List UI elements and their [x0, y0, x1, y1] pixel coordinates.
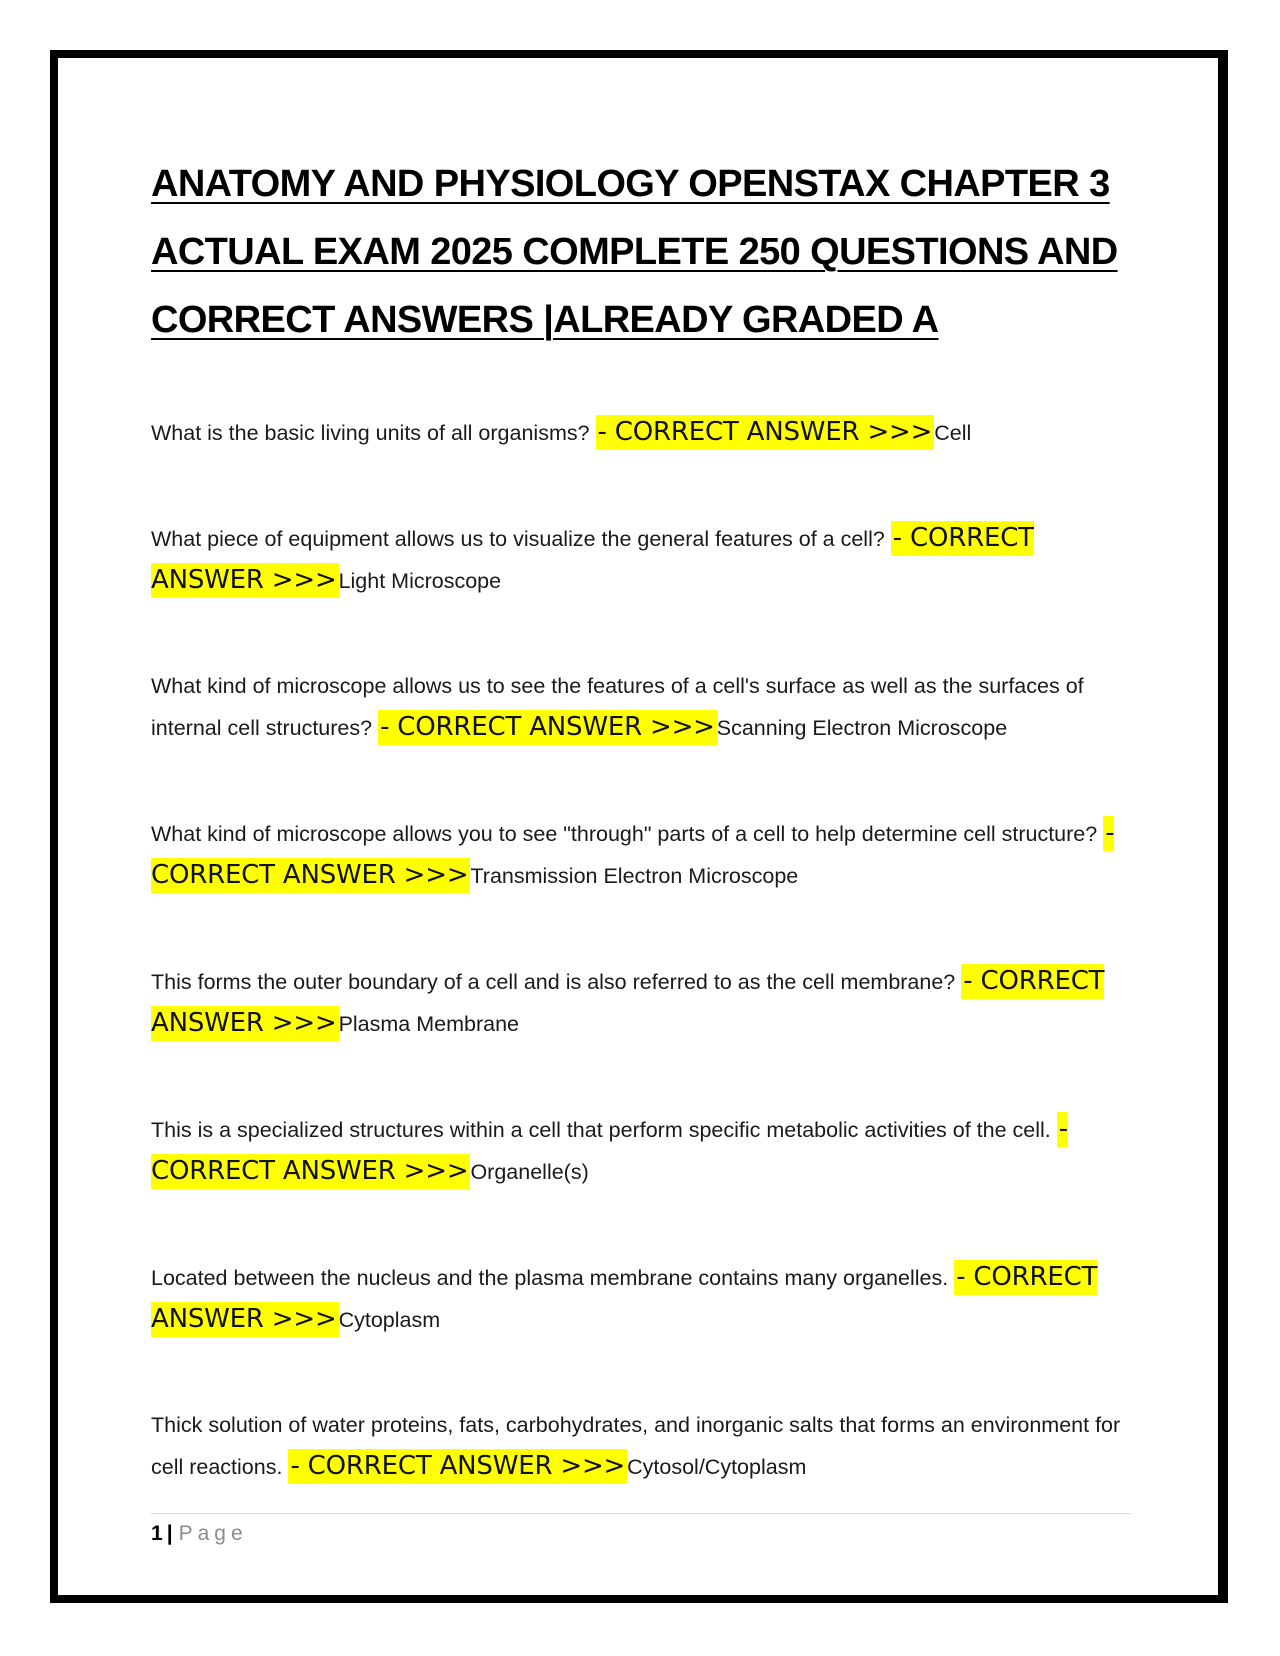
qa-item: [151, 1257, 1126, 1341]
qa-item: [151, 518, 1126, 602]
answer-text: Plasma Membrane: [338, 1012, 519, 1036]
correct-answer-marker: - CORRECT ANSWER >>>: [596, 415, 935, 450]
question-text: This is a specialized structures within a cell that perform specific metabolic activities of the cell.: [151, 1118, 1051, 1142]
qa-item: [151, 1109, 1126, 1193]
correct-answer-marker: - CORRECT ANSWER >>>: [288, 1449, 627, 1484]
answer-text: Transmission Electron Microscope: [470, 864, 799, 888]
document-title: ANATOMY AND PHYSIOLOGY OPENSTAX CHAPTER 3 ACTUAL EXAM 2025 COMPLETE 250 QUESTIONS AND CORRECT ANSWERS |ALREADY GRADED A: [151, 163, 1118, 341]
qa-item: [151, 813, 1126, 897]
question-text: What piece of equipment allows us to visualize the general features of a cell?: [151, 527, 885, 551]
correct-answer-marker: - CORRECT ANSWER >>>: [151, 816, 1114, 893]
footer-divider: [151, 1513, 1131, 1514]
answer-text: Cytosol/Cytoplasm: [627, 1455, 807, 1479]
question-text: What is the basic living units of all organisms?: [151, 421, 590, 445]
question-text: What kind of microscope allows us to see the features of a cell's surface as well as the surfaces of internal cell structures?: [151, 674, 1084, 740]
qa-item: [151, 412, 1126, 454]
answer-text: Cell: [934, 421, 972, 445]
page-footer: [151, 1519, 248, 1549]
correct-answer-marker: - CORRECT ANSWER >>>: [378, 710, 717, 745]
qa-list: [151, 412, 1126, 1488]
correct-answer-marker: - CORRECT ANSWER >>>: [151, 1112, 1068, 1189]
question-text: What kind of microscope allows you to see "through" parts of a cell to help determine cell structure?: [151, 822, 1098, 846]
answer-text: Cytoplasm: [338, 1308, 441, 1332]
correct-answer-marker: - CORRECT ANSWER >>>: [151, 964, 1104, 1041]
document-body: [151, 150, 1126, 1488]
correct-answer-marker: - CORRECT ANSWER >>>: [151, 1260, 1097, 1337]
page-number: 1: [151, 1522, 163, 1545]
answer-text: Scanning Electron Microscope: [716, 716, 1008, 740]
question-text: This forms the outer boundary of a cell and is also referred to as the cell membrane?: [151, 970, 956, 994]
qa-item: [151, 961, 1126, 1045]
correct-answer-marker: - CORRECT ANSWER >>>: [151, 521, 1034, 598]
answer-text: Light Microscope: [338, 569, 502, 593]
question-text: Thick solution of water proteins, fats, carbohydrates, and inorganic salts that forms an environment for cell reactions.: [151, 1413, 1121, 1479]
page-label: Page: [178, 1522, 248, 1545]
answer-text: Organelle(s): [470, 1160, 589, 1184]
question-text: Located between the nucleus and the plasma membrane contains many organelles.: [151, 1266, 949, 1290]
qa-item: [151, 1405, 1126, 1488]
qa-item: [151, 666, 1126, 749]
footer-separator: |: [166, 1522, 173, 1545]
